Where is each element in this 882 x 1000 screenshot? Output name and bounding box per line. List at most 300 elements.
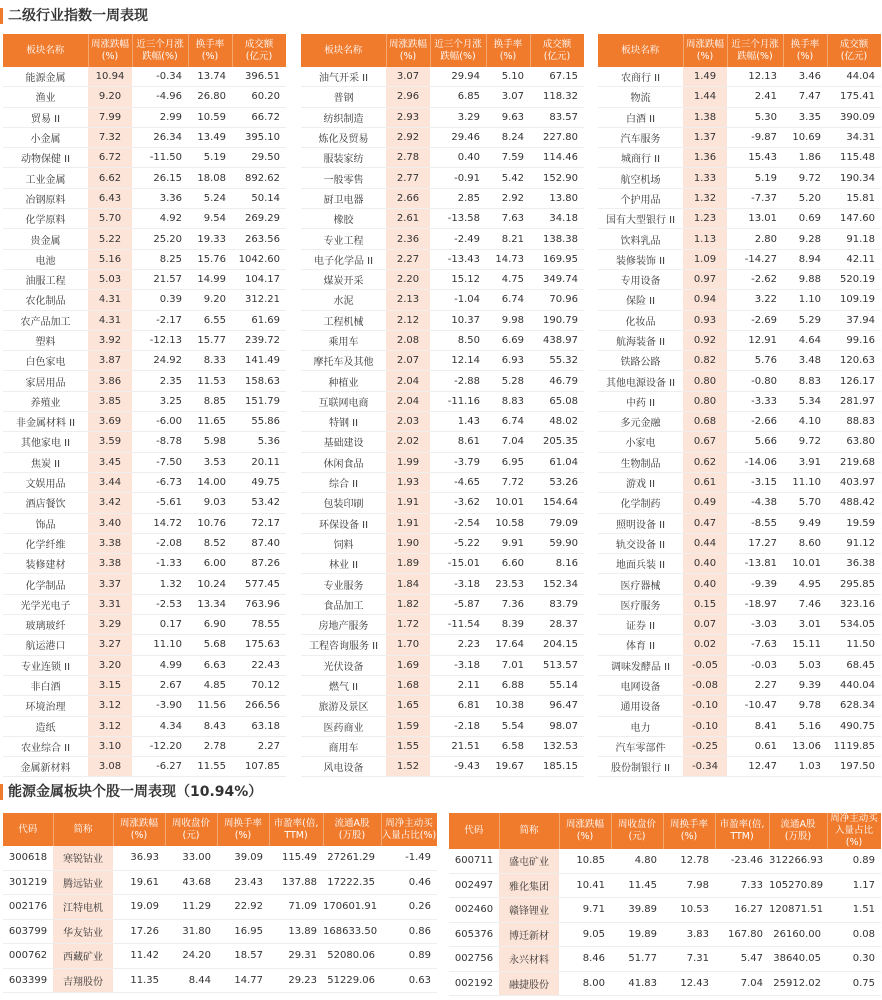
table-cell: 27261.29 [323,846,381,870]
table-cell: 6.72 [88,148,132,168]
table-cell: 239.72 [232,330,286,350]
table-cell: 2.08 [386,330,430,350]
table-cell: 航海装备 II [598,330,683,350]
table-cell: -2.49 [430,229,486,249]
table-cell: 2.03 [386,412,430,432]
table-cell: 6.88 [486,675,530,695]
table-cell: 154.64 [530,493,584,513]
table-cell: 城商行 II [598,148,683,168]
table-cell: 53.42 [232,493,286,513]
table-cell: -0.05 [683,655,727,675]
table-row [598,371,881,391]
table-cell: 0.94 [683,290,727,310]
table-cell: 281.97 [827,391,881,411]
table-cell: 2.92 [386,127,430,147]
table-cell: 7.31 [663,947,715,972]
industry-table-1 [3,34,287,777]
table-row [301,574,584,594]
table-cell: 油服工程 [3,269,88,289]
table-cell: 3.07 [486,87,530,107]
table-cell: 9.72 [783,168,827,188]
table-cell: 5.24 [188,188,232,208]
column-header: 板块名称 [598,34,683,67]
table-cell: 3.27 [88,635,132,655]
table-cell: 10.37 [430,310,486,330]
column-header: 近三个月涨 跌幅(%) [132,34,188,67]
table-row [598,249,881,269]
table-cell: 96.47 [530,696,584,716]
table-cell: -2.53 [132,594,188,614]
table-row [3,919,437,944]
table-row [301,249,584,269]
table-cell: 002460 [449,898,499,923]
table-cell: 4.10 [783,412,827,432]
table-row [598,432,881,452]
table-cell: 2.77 [386,168,430,188]
table-cell: 53.26 [530,472,584,492]
table-cell: 小金属 [3,127,88,147]
table-row [598,107,881,127]
table-cell: 博迁新材 [499,922,559,947]
table-cell: 1.23 [683,209,727,229]
table-cell: 1.68 [386,675,430,695]
table-cell: 纺织制造 [301,107,386,127]
table-cell: 83.79 [530,594,584,614]
table-row [301,107,584,127]
table-cell: 8.83 [783,371,827,391]
table-cell: 6.74 [486,290,530,310]
table-row [301,675,584,695]
table-cell: 14.77 [217,968,269,993]
table-cell: 0.68 [683,412,727,432]
table-cell: 2.67 [132,675,188,695]
table-cell: -3.15 [727,472,783,492]
table-cell: 6.69 [486,330,530,350]
column-header: 周涨跌幅 (%) [386,34,430,67]
table-cell: 17222.35 [323,870,381,895]
table-cell: 71.09 [269,895,323,920]
table-cell: 2.02 [386,432,430,452]
table-cell: -2.88 [430,371,486,391]
table-cell: 白酒 II [598,107,683,127]
table-cell: 专业连锁 II [3,655,88,675]
table-cell: 个护用品 [598,188,683,208]
table-cell: 141.49 [232,351,286,371]
table-cell: 5.16 [88,249,132,269]
column-header: 换手率 (%) [188,34,232,67]
table-cell: 6.85 [430,87,486,107]
table-cell: -4.38 [727,493,783,513]
table-cell: 汽车零部件 [598,736,683,756]
table-cell: 115.48 [827,148,881,168]
table-cell: 1.36 [683,148,727,168]
table-cell: 6.95 [486,452,530,472]
table-row [301,351,584,371]
table-cell: 3.10 [88,736,132,756]
table-cell: 3.38 [88,533,132,553]
table-cell: 16.27 [715,898,769,923]
table-row [449,898,881,923]
table-cell: 4.80 [611,849,663,873]
table-cell: 1.03 [783,757,827,777]
table-cell: 29.31 [269,944,323,969]
table-cell: 5.19 [727,168,783,188]
table-cell: 438.97 [530,330,584,350]
table-cell: 10.94 [88,67,132,87]
table-cell: 3.59 [88,432,132,452]
table-cell: 14.72 [132,513,188,533]
table-cell: 0.93 [683,310,727,330]
table-cell: 7.04 [486,432,530,452]
table-cell: 农商行 II [598,67,683,87]
table-cell: -11.54 [430,615,486,635]
table-cell: 269.29 [232,209,286,229]
table-cell: 国有大型银行 II [598,209,683,229]
table-cell: 4.64 [783,330,827,350]
table-cell: -7.50 [132,452,188,472]
table-cell: 2.13 [386,290,430,310]
table-cell: 190.34 [827,168,881,188]
table-cell: 48.02 [530,412,584,432]
table-cell: 腾远钴业 [53,870,113,895]
table-cell: 农产品加工 [3,310,88,330]
table-cell: 11.50 [827,635,881,655]
table-cell: 9.28 [783,229,827,249]
table-cell: 1.43 [430,412,486,432]
table-cell: -5.22 [430,533,486,553]
table-cell: 10.53 [663,898,715,923]
table-cell: 138.38 [530,229,584,249]
table-cell: 3.01 [783,615,827,635]
table-cell: 312266.93 [769,849,827,873]
table-cell: 饰品 [3,513,88,533]
table-cell: 华友钴业 [53,919,113,944]
table-cell: 167.80 [715,922,769,947]
table-cell: 168633.50 [323,919,381,944]
table-cell: 3.48 [783,351,827,371]
table-cell: 12.43 [663,971,715,996]
table-row [449,922,881,947]
table-cell: 游戏 II [598,472,683,492]
table-cell: 600711 [449,849,499,873]
table-cell: 19.61 [113,870,165,895]
table-row [3,615,286,635]
table-cell: 5.29 [783,310,827,330]
table-cell: -1.49 [381,846,437,870]
table-cell: 002497 [449,873,499,898]
table-cell: 3.12 [88,696,132,716]
table-cell: 13.01 [727,209,783,229]
table-cell: 7.36 [486,594,530,614]
table-row [598,412,881,432]
table-cell: 动物保健 II [3,148,88,168]
table-cell: 0.39 [132,290,188,310]
table-cell: 6.60 [486,554,530,574]
table-cell: 7.04 [715,971,769,996]
table-cell: -23.46 [715,849,769,873]
table-cell: 52080.06 [323,944,381,969]
table-cell: 厨卫电器 [301,188,386,208]
table-cell: 3.29 [88,615,132,635]
table-cell: 10.38 [486,696,530,716]
table-cell: 33.00 [165,846,217,870]
table-cell: -2.17 [132,310,188,330]
table-cell: 商用车 [301,736,386,756]
table-row [3,533,286,553]
table-cell: 137.88 [269,870,323,895]
table-cell: 61.69 [232,310,286,330]
stocks-section-title: 能源金属板块个股一周表现（10.94%） [0,780,262,804]
table-cell: 0.08 [827,922,881,947]
table-cell: 5.42 [486,168,530,188]
table-row [598,635,881,655]
table-cell: 工程咨询服务 II [301,635,386,655]
table-row [598,290,881,310]
table-cell: 8.25 [132,249,188,269]
table-cell: 2.96 [386,87,430,107]
table-cell: 8.83 [486,391,530,411]
table-row [301,635,584,655]
table-cell: 小家电 [598,432,683,452]
table-cell: 11.65 [188,412,232,432]
column-header: 成交额 (亿元) [530,34,584,67]
column-header: 周净主动买 入量占比(%) [381,813,437,846]
table-cell: 175.63 [232,635,286,655]
table-cell: 照明设备 II [598,513,683,533]
table-cell: 2.27 [232,736,286,756]
table-cell: 旅游及景区 [301,696,386,716]
table-cell: 一般零售 [301,168,386,188]
table-cell: 513.57 [530,655,584,675]
table-cell: 8.61 [430,432,486,452]
table-cell: 体育 II [598,635,683,655]
table-cell: 家居用品 [3,371,88,391]
table-cell: 2.78 [386,148,430,168]
table-cell: 301219 [3,870,53,895]
table-cell: 9.20 [188,290,232,310]
table-row [3,757,286,777]
table-cell: 219.68 [827,452,881,472]
table-cell: 147.60 [827,209,881,229]
table-cell: 7.32 [88,127,132,147]
table-cell: 1119.85 [827,736,881,756]
table-cell: 390.09 [827,107,881,127]
table-cell: 3.85 [88,391,132,411]
column-header: 周收盘价 (元) [165,813,217,846]
table-row [3,675,286,695]
column-header: 周换手率 (%) [663,813,715,849]
table-cell: 3.53 [188,452,232,472]
table-cell: 1.38 [683,107,727,127]
column-header: 周涨跌幅 (%) [559,813,611,849]
table-row [3,107,286,127]
table-row [598,330,881,350]
table-cell: 55.32 [530,351,584,371]
table-cell: 乘用车 [301,330,386,350]
table-cell: -11.50 [132,148,188,168]
table-cell: 7.59 [486,148,530,168]
table-cell: 13.80 [530,188,584,208]
table-cell: 13.89 [269,919,323,944]
table-cell: 6.00 [188,554,232,574]
table-cell: 雅化集团 [499,873,559,898]
table-cell: 2.04 [386,391,430,411]
table-cell: 11.53 [188,371,232,391]
table-cell: 78.55 [232,615,286,635]
table-cell: 0.63 [381,968,437,993]
table-row [3,554,286,574]
table-cell: 3.92 [88,330,132,350]
table-cell: 1.32 [132,574,188,594]
table-cell: 3.86 [88,371,132,391]
table-cell: 3.08 [88,757,132,777]
table-row [301,371,584,391]
table-cell: 4.99 [132,655,188,675]
table-cell: 化妆品 [598,310,683,330]
table-cell: 化学制品 [3,574,88,594]
table-cell: 109.19 [827,290,881,310]
table-cell: 15.43 [727,148,783,168]
table-cell: 装修装饰 II [598,249,683,269]
table-cell: 5.66 [727,432,783,452]
table-cell: -7.37 [727,188,783,208]
table-cell: 盛屯矿业 [499,849,559,873]
table-row [598,736,881,756]
table-cell: 126.17 [827,371,881,391]
table-row [3,655,286,675]
table-cell: -8.78 [132,432,188,452]
stock-table-1 [3,813,438,993]
table-cell: -9.87 [727,127,783,147]
table-cell: -15.01 [430,554,486,574]
table-cell: 2.61 [386,209,430,229]
table-row [301,229,584,249]
table-cell: 股份制银行 II [598,757,683,777]
table-cell: 4.92 [132,209,188,229]
table-cell: 基础建设 [301,432,386,452]
table-cell: 2.80 [727,229,783,249]
table-cell: 玻璃玻纤 [3,615,88,635]
table-cell: 55.86 [232,412,286,432]
table-cell: 23.53 [486,574,530,594]
table-cell: 266.56 [232,696,286,716]
table-row [598,615,881,635]
table-cell: 49.75 [232,472,286,492]
table-row [3,229,286,249]
table-row [301,330,584,350]
table-cell: 特钢 II [301,412,386,432]
table-cell: 3.36 [132,188,188,208]
table-cell: 1.33 [683,168,727,188]
table-cell: 59.90 [530,533,584,553]
table-cell: 10.85 [559,849,611,873]
table-cell: 8.33 [188,351,232,371]
table-cell: 1.72 [386,615,430,635]
column-header: 市盈率(倍, TTM) [715,813,769,849]
table-cell: 185.15 [530,757,584,777]
table-cell: 6.58 [486,736,530,756]
table-cell: 11.55 [188,757,232,777]
table-cell: 7.99 [88,107,132,127]
table-cell: 22.43 [232,655,286,675]
table-cell: 190.79 [530,310,584,330]
table-cell: 0.61 [727,736,783,756]
table-cell: 电网设备 [598,675,683,695]
table-cell: 0.92 [683,330,727,350]
table-cell: 13.74 [188,67,232,87]
table-cell: 非白酒 [3,675,88,695]
table-cell: -4.96 [132,87,188,107]
table-cell: 10.24 [188,574,232,594]
column-header: 成交额 (亿元) [827,34,881,67]
table-cell: 9.91 [486,533,530,553]
table-cell: 11.29 [165,895,217,920]
table-cell: 5.54 [486,716,530,736]
table-cell: 化学制药 [598,493,683,513]
table-cell: 0.30 [827,947,881,972]
table-cell: -13.58 [430,209,486,229]
table-row [598,310,881,330]
column-header: 市盈率(倍, TTM) [269,813,323,846]
table-cell: 0.86 [381,919,437,944]
table-cell: 5.34 [783,391,827,411]
table-cell: 5.03 [783,655,827,675]
table-row [301,269,584,289]
table-cell: 8.41 [727,716,783,736]
table-cell: -3.79 [430,452,486,472]
table-cell: 光学光电子 [3,594,88,614]
table-cell: 0.89 [381,944,437,969]
table-row [301,127,584,147]
table-cell: -0.80 [727,371,783,391]
table-cell: 21.57 [132,269,188,289]
table-cell: 养殖业 [3,391,88,411]
table-cell: 1.89 [386,554,430,574]
table-cell: 3.07 [386,67,430,87]
table-cell: 50.14 [232,188,286,208]
table-cell: 19.09 [113,895,165,920]
table-cell: 2.78 [188,736,232,756]
table-cell: 6.90 [188,615,232,635]
table-cell: 0.69 [783,209,827,229]
table-row [3,870,437,895]
table-cell: 1.52 [386,757,430,777]
table-cell: 光伏设备 [301,655,386,675]
table-cell: 焦炭 II [3,452,88,472]
table-cell: 396.51 [232,67,286,87]
table-cell: 3.42 [88,493,132,513]
table-cell: -2.08 [132,533,188,553]
table-cell: 0.26 [381,895,437,920]
table-cell: 5.22 [88,229,132,249]
table-cell: 3.35 [783,107,827,127]
table-cell: 0.80 [683,371,727,391]
table-cell: 地面兵装 II [598,554,683,574]
table-cell: -18.97 [727,594,783,614]
table-cell: 包装印刷 [301,493,386,513]
table-row [598,67,881,87]
table-cell: 2.36 [386,229,430,249]
industry-section-title: 二级行业指数一周表现 [0,4,148,28]
table-cell: 295.85 [827,574,881,594]
table-cell: 70.96 [530,290,584,310]
table-cell: 440.04 [827,675,881,695]
table-cell: 28.37 [530,615,584,635]
table-cell: 6.43 [88,188,132,208]
table-row [449,849,881,873]
table-cell: 0.15 [683,594,727,614]
table-cell: 中药 II [598,391,683,411]
